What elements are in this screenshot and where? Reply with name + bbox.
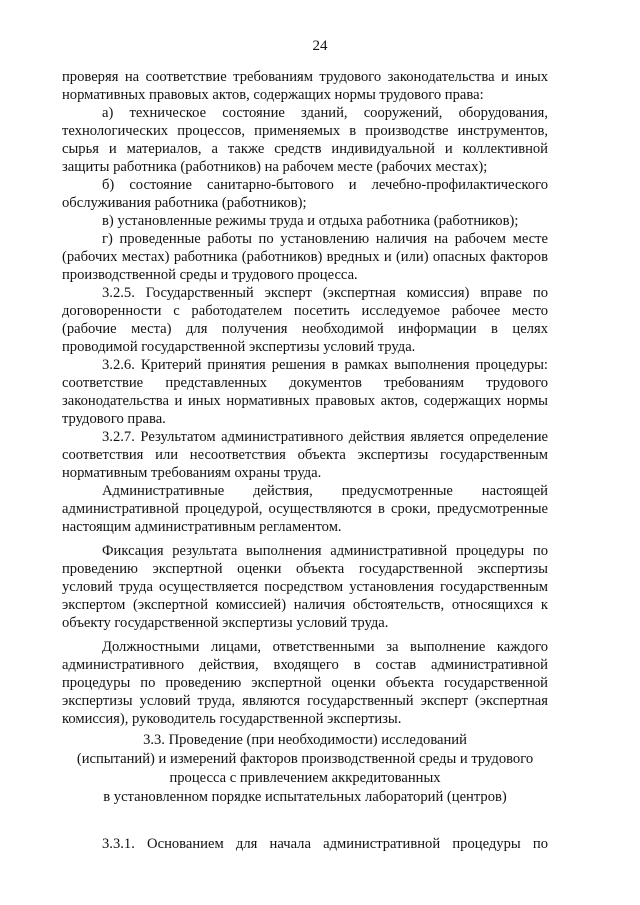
paragraph-admin-actions: Административные действия, предусмотренные настоящей административной процедурой, осуществляются в сроки, предусмотренные настоящим административным регламентом.	[62, 483, 548, 535]
page-number: 24	[312, 38, 328, 54]
paragraph-3-2-6: 3.2.6. Критерий принятия решения в рамках выполнения процедуры: соответствие представленных документов требованиям трудового законодательства и иных нормативных правовых актов, содержащих нормы трудового права.	[62, 357, 548, 427]
paragraph-intro: проверяя на соответствие требованиям трудового законодательства и иных нормативных правовых актов, содержащих нормы трудового права:	[62, 69, 548, 103]
paragraph-item-b: б) состояние санитарно-бытового и лечебно-профилактического обслуживания работника (работников);	[62, 177, 548, 211]
paragraph-item-g: г) проведенные работы по установлению наличия на рабочем месте (рабочих местах) работника (работников) вредных и (или) опасных факторов производственной среды и трудового процесса.	[62, 231, 548, 283]
paragraph-item-v: в) установленные режимы труда и отдыха работника (работников);	[102, 213, 519, 229]
section-heading-line: (испытаний) и измерений факторов производственной среды и трудового	[76, 751, 534, 767]
section-heading-line: в установленном порядке испытательных лабораторий (центров)	[103, 789, 507, 805]
section-heading-line: 3.3. Проведение (при необходимости) исследований	[143, 732, 467, 748]
paragraph-fixation: Фиксация результата выполнения административной процедуры по проведению экспертной оценки объекта государственной экспертизы условий труда осуществляется посредством установления государственным экспертом (экспертной комиссией) наличия обстоятельств, относящихся к объекту государственной экспертизы условий труда.	[62, 543, 548, 631]
document-body	[62, 68, 548, 728]
section-heading	[62, 731, 548, 807]
paragraph-3-2-5: 3.2.5. Государственный эксперт (экспертная комиссия) вправе по договоренности с работодателем посетить исследуемое рабочее место (рабочие места) для получения необходимой информации в целях проводимой государственной экспертизы условий труда.	[62, 285, 548, 355]
paragraph-3-3-1: 3.3.1. Основанием для начала административной процедуры по	[102, 835, 548, 852]
paragraph-3-2-7: 3.2.7. Результатом административного действия является определение соответствия или несоответствия объекта экспертизы государственным нормативным требованиям охраны труда.	[62, 429, 548, 481]
paragraph-item-a: а) техническое состояние зданий, сооружений, оборудования, технологических процессов, применяемых в производстве инструментов, сырья и материалов, а также средств индивидуальной и коллективной защиты работника (работников) на рабочем месте (рабочих местах);	[62, 105, 548, 175]
section-heading-line: процесса с привлечением аккредитованных	[169, 770, 441, 786]
paragraph-responsible-persons: Должностными лицами, ответственными за выполнение каждого административного действия, входящего в состав административной процедуры по проведению экспертной оценки объекта государственной экспертизы условий труда, являются государственный эксперт (экспертная комиссия), руководитель государственной экспертизы.	[62, 639, 548, 727]
